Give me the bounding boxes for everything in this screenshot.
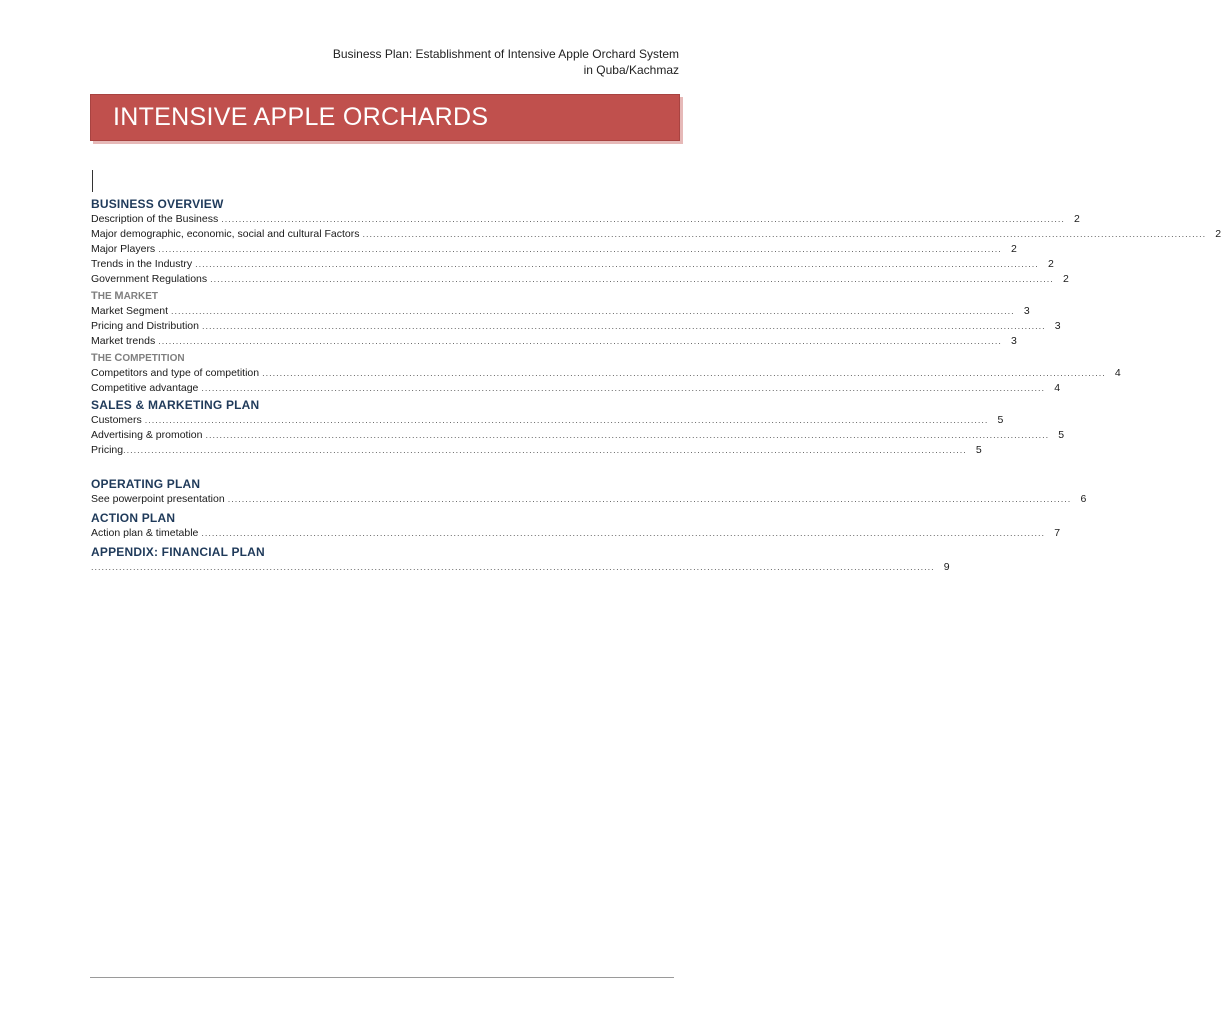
toc-leader: ................................................................................................................................................................................................................................................. bbox=[201, 528, 1046, 538]
title-banner bbox=[90, 94, 680, 141]
toc-leader: ................................................................................................................................................................................................................................................. bbox=[158, 244, 1002, 254]
toc-page-number: 9 bbox=[943, 561, 950, 573]
heading-letter: T bbox=[91, 352, 98, 364]
toc-leader: ................................................................................................................................................................................................................................................. bbox=[201, 383, 1046, 393]
heading-letter: T bbox=[91, 290, 98, 302]
toc-entry-label: Pricing bbox=[91, 444, 124, 456]
heading-text: HE bbox=[97, 353, 115, 364]
toc-page-number: 6 bbox=[1080, 493, 1087, 505]
toc-leader: ................................................................................................................................................................................................................................................. bbox=[158, 336, 1002, 346]
toc-entry[interactable] bbox=[91, 319, 1061, 334]
toc-entry-label: Competitive advantage bbox=[91, 382, 199, 394]
text-cursor bbox=[92, 170, 93, 192]
toc-page-number: 2 bbox=[1215, 228, 1221, 240]
toc-leader: ................................................................................................................................................................................................................................................. bbox=[171, 306, 1015, 316]
toc-heading-the-market[interactable] bbox=[91, 289, 681, 304]
toc-entry[interactable] bbox=[91, 304, 1030, 319]
toc-entry[interactable] bbox=[91, 272, 1069, 287]
toc-entry-label: Competitors and type of competition bbox=[91, 367, 260, 379]
toc-heading-appendix-financial-plan[interactable]: APPENDIX: FINANCIAL PLAN bbox=[91, 545, 265, 559]
toc-page-number: 2 bbox=[1062, 273, 1069, 285]
toc-leader: ................................................................................................................................................................................................................................................. bbox=[262, 368, 1106, 378]
toc-page-number: 3 bbox=[1023, 305, 1030, 317]
toc-entry[interactable] bbox=[91, 413, 1004, 428]
toc-entry-label: Customers bbox=[91, 414, 142, 426]
toc-page-number: 7 bbox=[1054, 527, 1061, 539]
toc-entry[interactable] bbox=[91, 242, 1017, 257]
toc-page-number: 4 bbox=[1114, 367, 1121, 379]
toc-leader: ................................................................................................................................................................................................................................................. bbox=[362, 229, 1207, 239]
toc-entry-label: Major demographic, economic, social and cultural Factors bbox=[91, 228, 360, 240]
toc-heading-action-plan[interactable]: ACTION PLAN bbox=[91, 511, 176, 525]
table-of-contents bbox=[91, 195, 1221, 575]
toc-entry[interactable] bbox=[91, 334, 1017, 349]
toc-entry-label: Trends in the Industry bbox=[91, 258, 193, 270]
toc-page-number: 2 bbox=[1074, 213, 1080, 225]
toc-heading-operating-plan[interactable]: OPERATING PLAN bbox=[91, 477, 201, 491]
toc-leader: ................................................................................................................................................................................................................................................. bbox=[195, 259, 1039, 269]
toc-leader: ................................................................................................................................................................................................................................................. bbox=[221, 214, 1065, 224]
toc-leader: ................................................................................................................................................................................................................................................. bbox=[205, 430, 1050, 440]
toc-heading-the-competition[interactable] bbox=[91, 351, 681, 366]
toc-entry[interactable] bbox=[91, 212, 1080, 227]
toc-leader: ................................................................................................................................................................................................................................................. bbox=[210, 274, 1054, 284]
toc-entry[interactable] bbox=[91, 428, 1065, 443]
toc-page-number: 5 bbox=[975, 444, 982, 456]
toc-page-number: 5 bbox=[997, 414, 1004, 426]
toc-entry[interactable] bbox=[91, 227, 1221, 242]
toc-entry-label: Action plan & timetable bbox=[91, 527, 199, 539]
heading-letter: M bbox=[114, 290, 124, 302]
toc-spacer bbox=[91, 458, 681, 475]
toc-page-number: 4 bbox=[1054, 382, 1061, 394]
document-header bbox=[333, 46, 679, 78]
footer-rule bbox=[90, 977, 674, 978]
toc-entry-label: Advertising & promotion bbox=[91, 429, 203, 441]
toc-heading-sales-marketing-plan[interactable]: SALES & MARKETING PLAN bbox=[91, 398, 260, 412]
header-line-1: Business Plan: Establishment of Intensive Apple Orchard System bbox=[332, 47, 679, 61]
header-line-2: in Quba/Kachmaz bbox=[583, 63, 679, 77]
toc-entry-label: Government Regulations bbox=[91, 273, 208, 285]
toc-entry-label: Market trends bbox=[91, 335, 156, 347]
toc-leader: ................................................................................................................................................................................................................................................. bbox=[123, 445, 967, 455]
toc-page-number: 5 bbox=[1058, 429, 1065, 441]
toc-heading-business-overview[interactable]: BUSINESS OVERVIEW bbox=[91, 197, 224, 211]
toc-entry[interactable] bbox=[91, 443, 982, 458]
heading-letter: C bbox=[114, 352, 123, 364]
heading-text: ARKET bbox=[123, 291, 159, 302]
toc-page-number: 2 bbox=[1010, 243, 1017, 255]
heading-text: HE bbox=[97, 291, 115, 302]
toc-page-number: 3 bbox=[1010, 335, 1017, 347]
toc-leader: ................................................................................................................................................................................................................................................. bbox=[227, 494, 1072, 504]
toc-entry-label: See powerpoint presentation bbox=[91, 493, 225, 505]
toc-entry-label: Pricing and Distribution bbox=[91, 320, 199, 332]
banner-title: INTENSIVE APPLE ORCHARDS bbox=[113, 103, 489, 131]
heading-text: OMPETITION bbox=[122, 353, 185, 364]
toc-entry[interactable] bbox=[91, 560, 950, 575]
toc-entry[interactable] bbox=[91, 257, 1054, 272]
toc-entry-label: Market Segment bbox=[91, 305, 169, 317]
toc-entry[interactable] bbox=[91, 492, 1087, 507]
toc-leader: ................................................................................................................................................................................................................................................. bbox=[91, 562, 935, 572]
toc-leader: ................................................................................................................................................................................................................................................. bbox=[144, 415, 989, 425]
toc-leader: ................................................................................................................................................................................................................................................. bbox=[201, 321, 1046, 331]
toc-entry-label: Major Players bbox=[91, 243, 156, 255]
toc-page-number: 2 bbox=[1047, 258, 1054, 270]
toc-entry[interactable] bbox=[91, 526, 1061, 541]
toc-entry-label: Description of the Business bbox=[91, 213, 219, 225]
toc-entry[interactable] bbox=[91, 381, 1061, 396]
toc-entry[interactable] bbox=[91, 366, 1121, 381]
toc-page-number: 3 bbox=[1054, 320, 1061, 332]
